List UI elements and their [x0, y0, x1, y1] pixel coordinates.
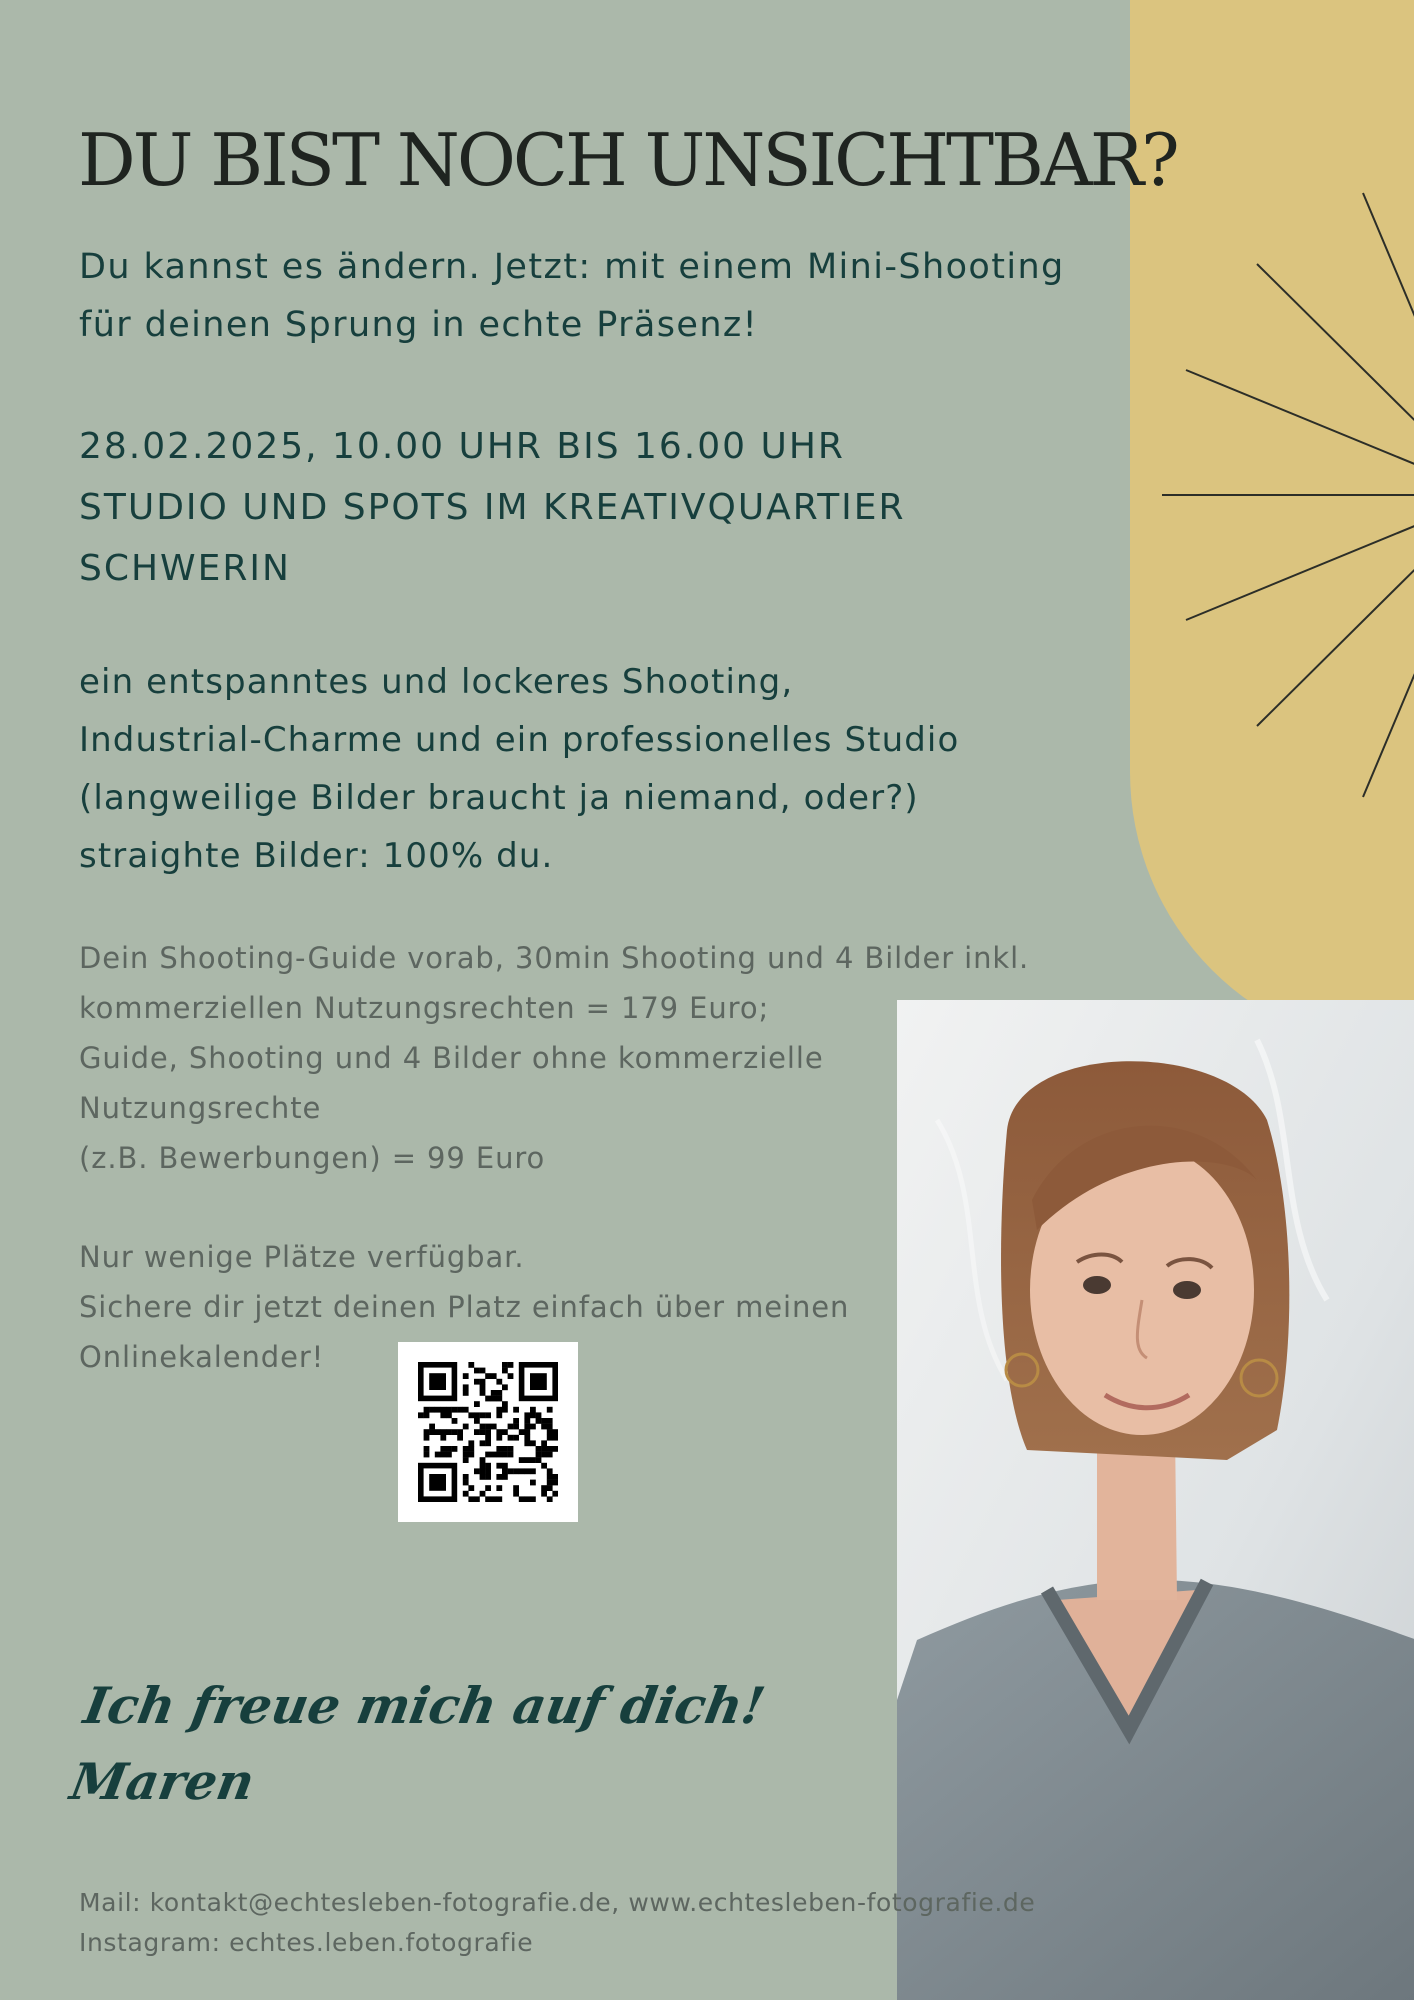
highlight-line: ein entspanntes und lockeres Shooting,: [79, 662, 794, 702]
qr-code-icon[interactable]: [398, 1342, 578, 1522]
event-city: SCHWERIN: [79, 548, 291, 589]
highlight-line: straighte Bilder: 100% du.: [79, 836, 554, 876]
pricing-info: [79, 933, 1029, 1183]
subtitle-line: für deinen Sprung in echte Präsenz!: [79, 305, 759, 345]
event-location: STUDIO UND SPOTS IM KREATIVQUARTIER: [79, 487, 906, 528]
availability-line: Onlinekalender!: [79, 1340, 325, 1374]
highlight-line: Industrial-Charme und ein professionelles Studio: [79, 720, 960, 760]
contact-info: [79, 1883, 1035, 1963]
subtitle: [79, 238, 1065, 354]
pricing-line: (z.B. Bewerbungen) = 99 Euro: [79, 1141, 546, 1175]
pricing-line: Nutzungsrechte: [79, 1091, 322, 1125]
signature-name: Maren: [66, 1752, 259, 1811]
pricing-line: Guide, Shooting und 4 Bilder ohne kommerzielle: [79, 1041, 824, 1075]
sunburst-icon: [1150, 170, 1414, 810]
signature: [65, 1668, 771, 1820]
contact-email-web[interactable]: Mail: kontakt@echtesleben-fotografie.de, www.echtesleben-fotografie.de: [79, 1888, 1036, 1917]
highlights: [79, 653, 959, 885]
headline: DU BIST NOCH UNSICHTBAR?: [78, 118, 1177, 202]
event-details: [79, 416, 906, 599]
highlight-line: (langweilige Bilder braucht ja niemand, oder?): [79, 778, 919, 818]
availability-line: Sichere dir jetzt deinen Platz einfach über meinen: [79, 1290, 850, 1324]
contact-instagram[interactable]: Instagram: echtes.leben.fotografie: [79, 1928, 534, 1957]
event-date-time: 28.02.2025, 10.00 UHR BIS 16.00 UHR: [79, 426, 845, 467]
availability-line: Nur wenige Plätze verfügbar.: [79, 1240, 525, 1274]
pricing-line: kommerziellen Nutzungsrechten = 179 Euro;: [79, 991, 770, 1025]
pricing-line: Dein Shooting-Guide vorab, 30min Shooting und 4 Bilder inkl.: [79, 941, 1030, 975]
portrait-photo: [897, 1000, 1414, 2000]
subtitle-line: Du kannst es ändern. Jetzt: mit einem Mini-Shooting: [79, 247, 1065, 287]
signature-greeting: Ich freue mich auf dich!: [79, 1676, 770, 1735]
